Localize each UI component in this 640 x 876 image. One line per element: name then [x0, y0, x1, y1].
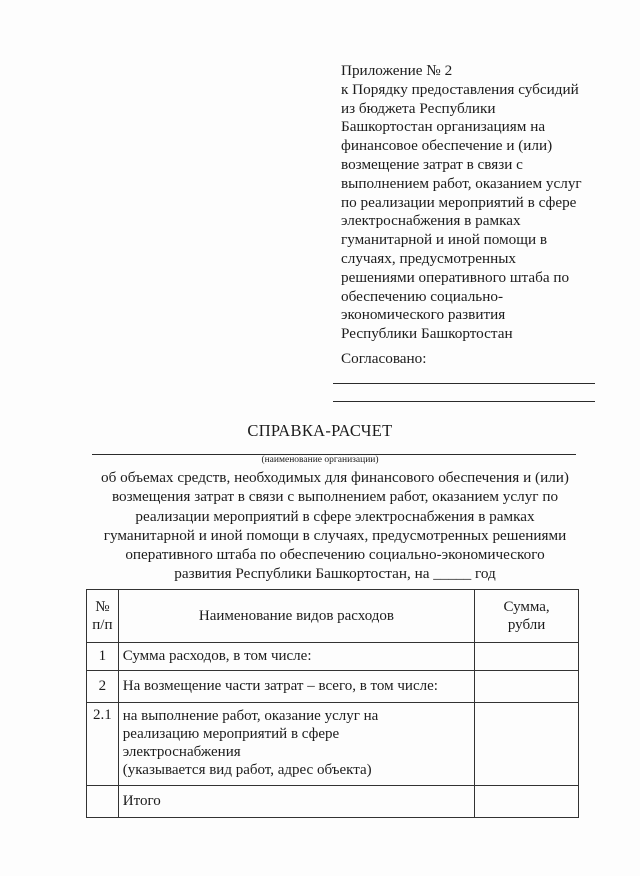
- row-name: Сумма расходов, в том числе:: [118, 643, 474, 671]
- table-row: [87, 671, 579, 703]
- row-num: 2.1: [87, 703, 119, 786]
- document-title: СПРАВКА-РАСЧЕТ: [247, 421, 393, 440]
- header-name: Наименование видов расходов: [118, 590, 474, 643]
- appendix-line: экономического развития: [341, 306, 506, 324]
- document-description: [70, 468, 600, 584]
- approval-label: Согласовано:: [341, 350, 427, 367]
- approval-signature-line: [333, 401, 595, 402]
- description-line: возмещения затрат в связи с выполнением работ, оказанием услуг по: [111, 488, 559, 506]
- appendix-line: решениями оперативного штаба по: [341, 268, 570, 286]
- row-sum: [475, 786, 579, 818]
- row-name: [118, 703, 474, 786]
- expense-table: [86, 589, 579, 818]
- row-name: Итого: [118, 786, 474, 818]
- row-name-line: (указывается вид работ, адрес объекта): [122, 762, 372, 778]
- header-num-line: №: [95, 599, 110, 615]
- header-num: [87, 590, 119, 643]
- description-line: оперативного штаба по обеспечению социально-экономического: [125, 546, 545, 564]
- appendix-line: электроснабжения в рамках: [341, 212, 521, 230]
- appendix-line: обеспечению социально-: [341, 287, 503, 305]
- row-sum: [475, 703, 579, 786]
- row-name-line: на выполнение работ, оказание услуг на: [122, 708, 379, 724]
- table-row: [87, 703, 579, 786]
- appendix-line: к Порядку предоставления субсидий: [341, 80, 579, 98]
- row-name: На возмещение части затрат – всего, в том числе:: [118, 671, 474, 703]
- organization-caption: (наименование организации): [261, 455, 379, 465]
- row-num: 1: [87, 643, 119, 671]
- description-line: реализации мероприятий в сфере электроснабжения в рамках: [135, 507, 535, 525]
- appendix-line: гуманитарной и иной помощи в: [341, 231, 548, 249]
- description-line: развития Республики Башкортостан, на _____ год: [174, 565, 496, 583]
- appendix-line: Приложение № 2: [341, 62, 453, 79]
- header-sum-line: рубли: [507, 617, 546, 633]
- description-line: гуманитарной и иной помощи в случаях, предусмотренных решениями: [103, 526, 567, 544]
- appendix-line: Республики Башкортостан: [341, 325, 513, 343]
- row-name-line: реализацию мероприятий в сфере: [122, 726, 340, 742]
- header-sum-line: Сумма,: [503, 599, 550, 615]
- appendix-line: финансовое обеспечение и (или): [341, 137, 553, 155]
- header-num-line: п/п: [92, 617, 113, 633]
- description-line: об объемах средств, необходимых для финансового обеспечения и (или): [101, 469, 569, 486]
- row-name-line: электроснабжения: [122, 744, 241, 760]
- approval-signature-line: [333, 383, 595, 384]
- appendix-line: выполнением работ, оказанием услуг: [341, 174, 582, 192]
- table-header-row: [87, 590, 579, 643]
- appendix-line: случаях, предусмотренных: [341, 249, 517, 267]
- row-sum: [475, 671, 579, 703]
- appendix-line: возмещение затрат в связи с: [341, 155, 523, 173]
- appendix-header: [341, 62, 611, 344]
- row-num: [87, 786, 119, 818]
- table-row: [87, 786, 579, 818]
- row-sum: [475, 643, 579, 671]
- table-row: [87, 643, 579, 671]
- header-sum: [475, 590, 579, 643]
- appendix-line: из бюджета Республики: [341, 99, 496, 117]
- appendix-line: по реализации мероприятий в сфере: [341, 193, 577, 211]
- row-num: 2: [87, 671, 119, 703]
- appendix-line: Башкортостан организациям на: [341, 118, 546, 136]
